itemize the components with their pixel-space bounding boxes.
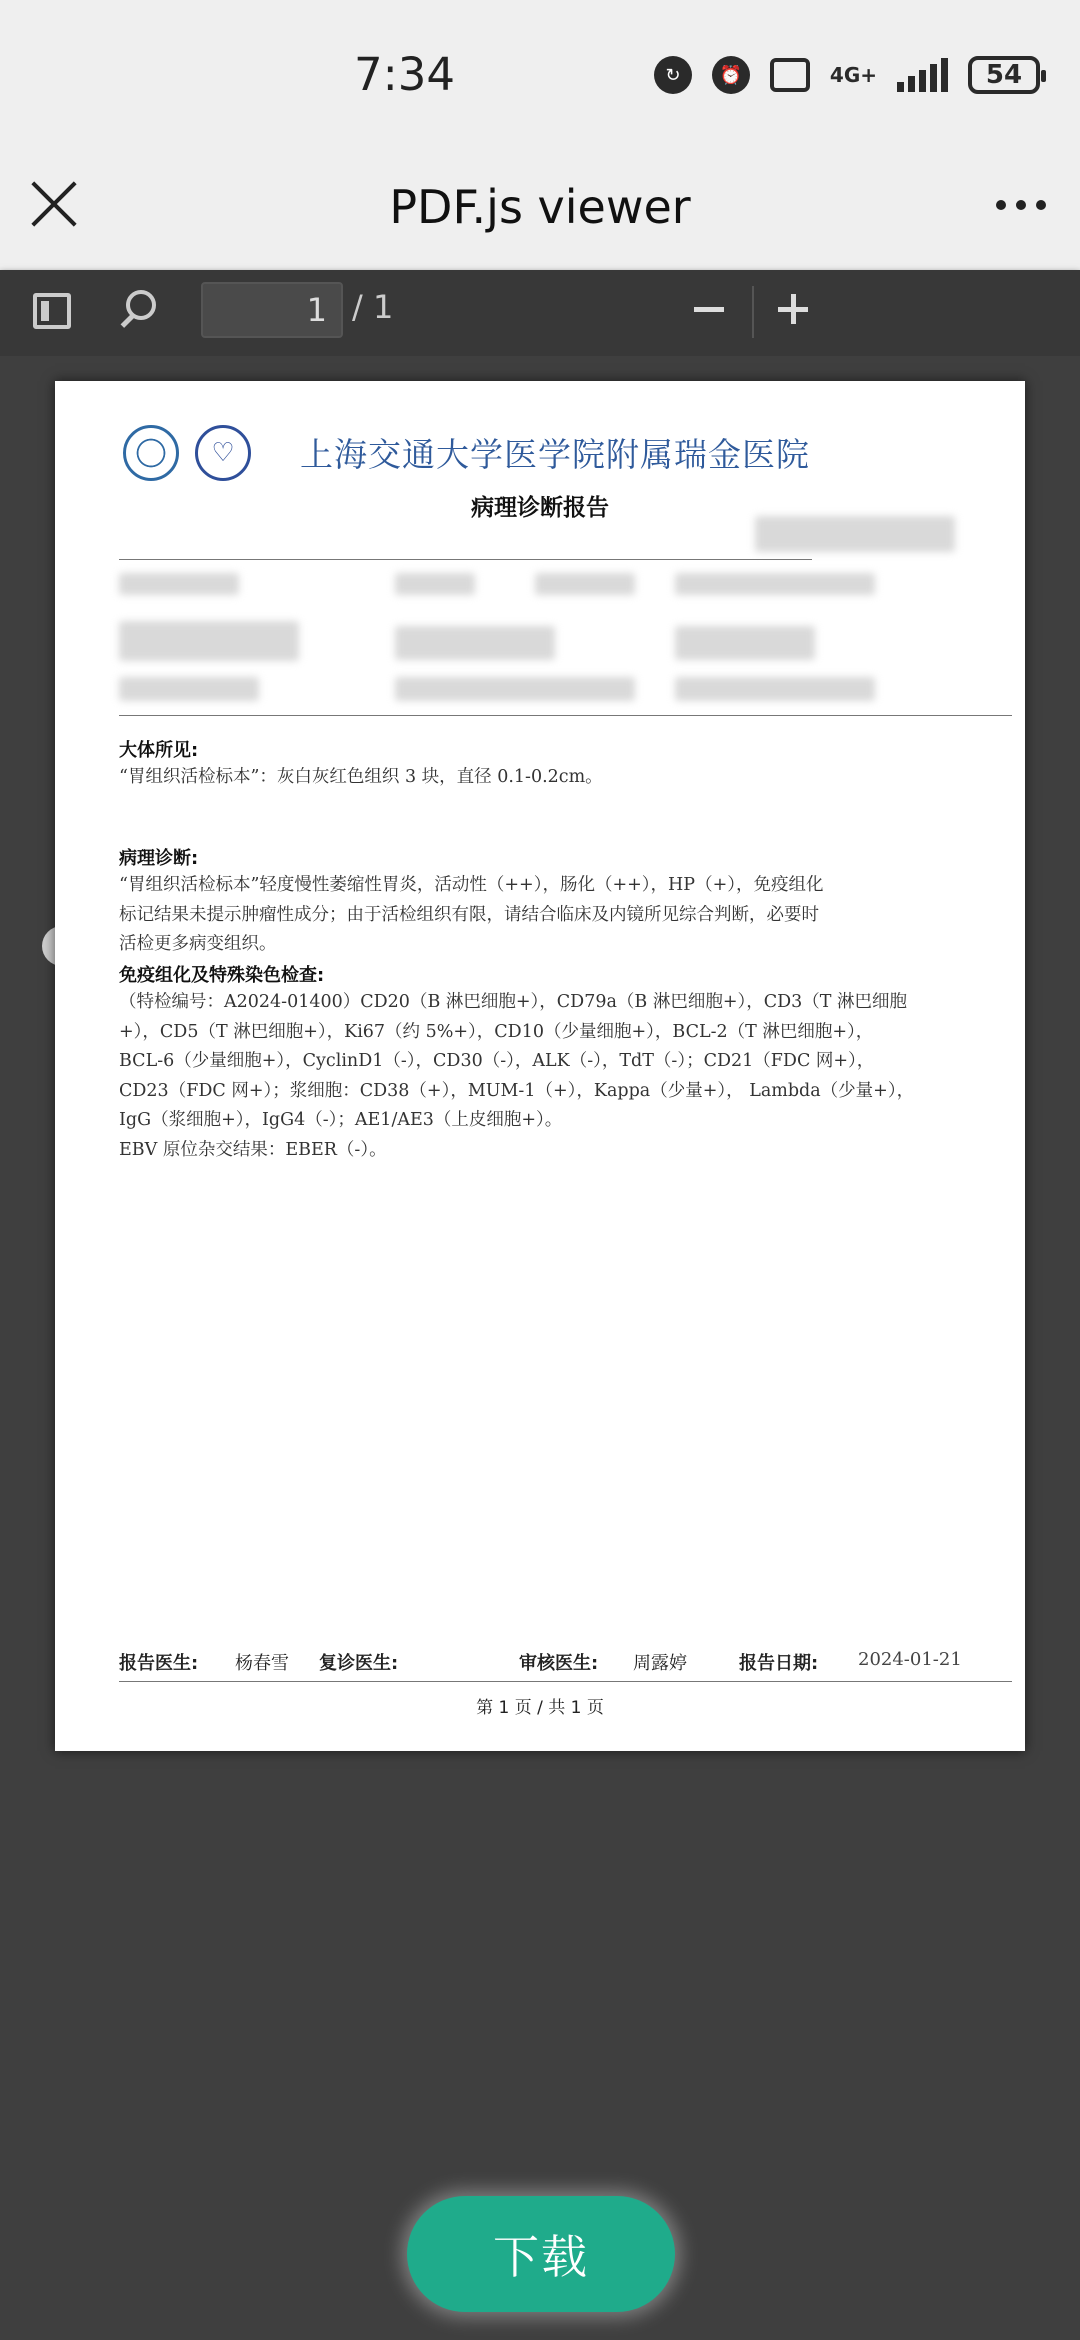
hospital-logo-icon: ♡ <box>195 425 251 481</box>
pdf-viewer[interactable] <box>0 356 1080 2340</box>
pdf-toolbar <box>0 270 1080 356</box>
status-icons <box>654 56 1040 94</box>
search-icon[interactable] <box>126 290 156 320</box>
download-button[interactable]: 下载 <box>407 2196 675 2312</box>
page-total: / 1 <box>352 288 394 326</box>
page-footer: 第 1 页 / 共 1 页 <box>476 1698 604 1718</box>
redacted-field <box>395 677 635 701</box>
title-bar <box>0 155 1080 270</box>
status-bar <box>0 0 1080 155</box>
sidebar-toggle-icon[interactable] <box>33 293 71 329</box>
redacted-field <box>675 677 875 701</box>
network-type: 4G+ <box>829 63 877 87</box>
redacted-field <box>119 677 259 701</box>
date-label: 报告日期: <box>739 1653 819 1674</box>
status-time: 7:34 <box>354 48 456 101</box>
report-title: 病理诊断报告 <box>471 495 609 521</box>
redacted-field <box>119 621 299 661</box>
gross-heading: 大体所见: <box>119 740 199 761</box>
zoom-out-icon[interactable] <box>694 307 724 312</box>
divider <box>119 559 812 560</box>
ihc-heading: 免疫组化及特殊染色检查: <box>119 965 325 986</box>
redacted-field <box>119 573 239 595</box>
diagnosis-text: “胃组织活检标本”轻度慢性萎缩性胃炎，活动性（++），肠化（++），HP（+），免疫组化 标记结果未提示肿瘤性成分；由于活检组织有限，请结合临床及内镜所见综合判断，必要时 活检更多病变组织。 <box>119 875 824 954</box>
signal-icon <box>897 58 948 92</box>
auditor-name: 周露婷 <box>633 1653 687 1674</box>
alarm-icon: ⏰ <box>712 56 750 94</box>
reporter-label: 报告医生: <box>119 1653 199 1674</box>
vibrate-icon <box>770 58 810 92</box>
divider <box>119 1681 1012 1682</box>
pdf-page <box>55 381 1025 1751</box>
hospital-name: 上海交通大学医学院附属瑞金医院 <box>300 435 810 474</box>
redacted-field <box>395 626 555 660</box>
data-saver-icon: ↻ <box>654 56 692 94</box>
battery-level: 54 <box>985 60 1023 90</box>
zoom-in-icon[interactable] <box>778 294 808 324</box>
redacted-field <box>535 573 635 595</box>
redacted-field <box>675 573 875 595</box>
auditor-label: 审核医生: <box>519 1653 599 1674</box>
redacted-field <box>395 573 475 595</box>
diagnosis-heading: 病理诊断: <box>119 848 199 869</box>
ihc-text: （特检编号：A2024-01400）CD20（B 淋巴细胞+），CD79a（B 淋巴细胞+），CD3（T 淋巴细胞 +），CD5（T 淋巴细胞+），Ki67（约 5%+），CD10（少量细胞+），BCL-2（T 淋巴细胞+）， BCL-6（少量细胞+），CyclinD1（-），CD30（-），ALK（-），TdT（-）；CD21（FDC 网+）， CD23（FDC 网+）；浆细胞：CD38（+），MUM-1（+），Kappa（少量+）， Lambda（少量+）， IgG（浆细胞+），IgG4（-）；AE1/AE3（上皮细胞+）。 EBV 原位杂交结果：EBER（-）。 <box>119 992 915 1160</box>
page-title: PDF.js viewer <box>389 180 691 234</box>
gross-text: “胃组织活检标本”：灰白灰红色组织 3 块，直径 0.1-0.2cm。 <box>119 767 603 787</box>
toolbar-divider <box>752 286 754 338</box>
page-number-input[interactable]: 1 <box>201 282 343 338</box>
university-logo-icon <box>123 425 179 481</box>
divider <box>119 715 1012 716</box>
report-date: 2024-01-21 <box>858 1649 962 1670</box>
reviewer-label: 复诊医生: <box>319 1653 399 1674</box>
battery-icon <box>968 56 1040 94</box>
redacted-field <box>675 626 815 660</box>
reporter-name: 杨春雪 <box>235 1653 289 1674</box>
redacted-field <box>755 516 955 552</box>
more-icon[interactable] <box>996 200 1046 210</box>
